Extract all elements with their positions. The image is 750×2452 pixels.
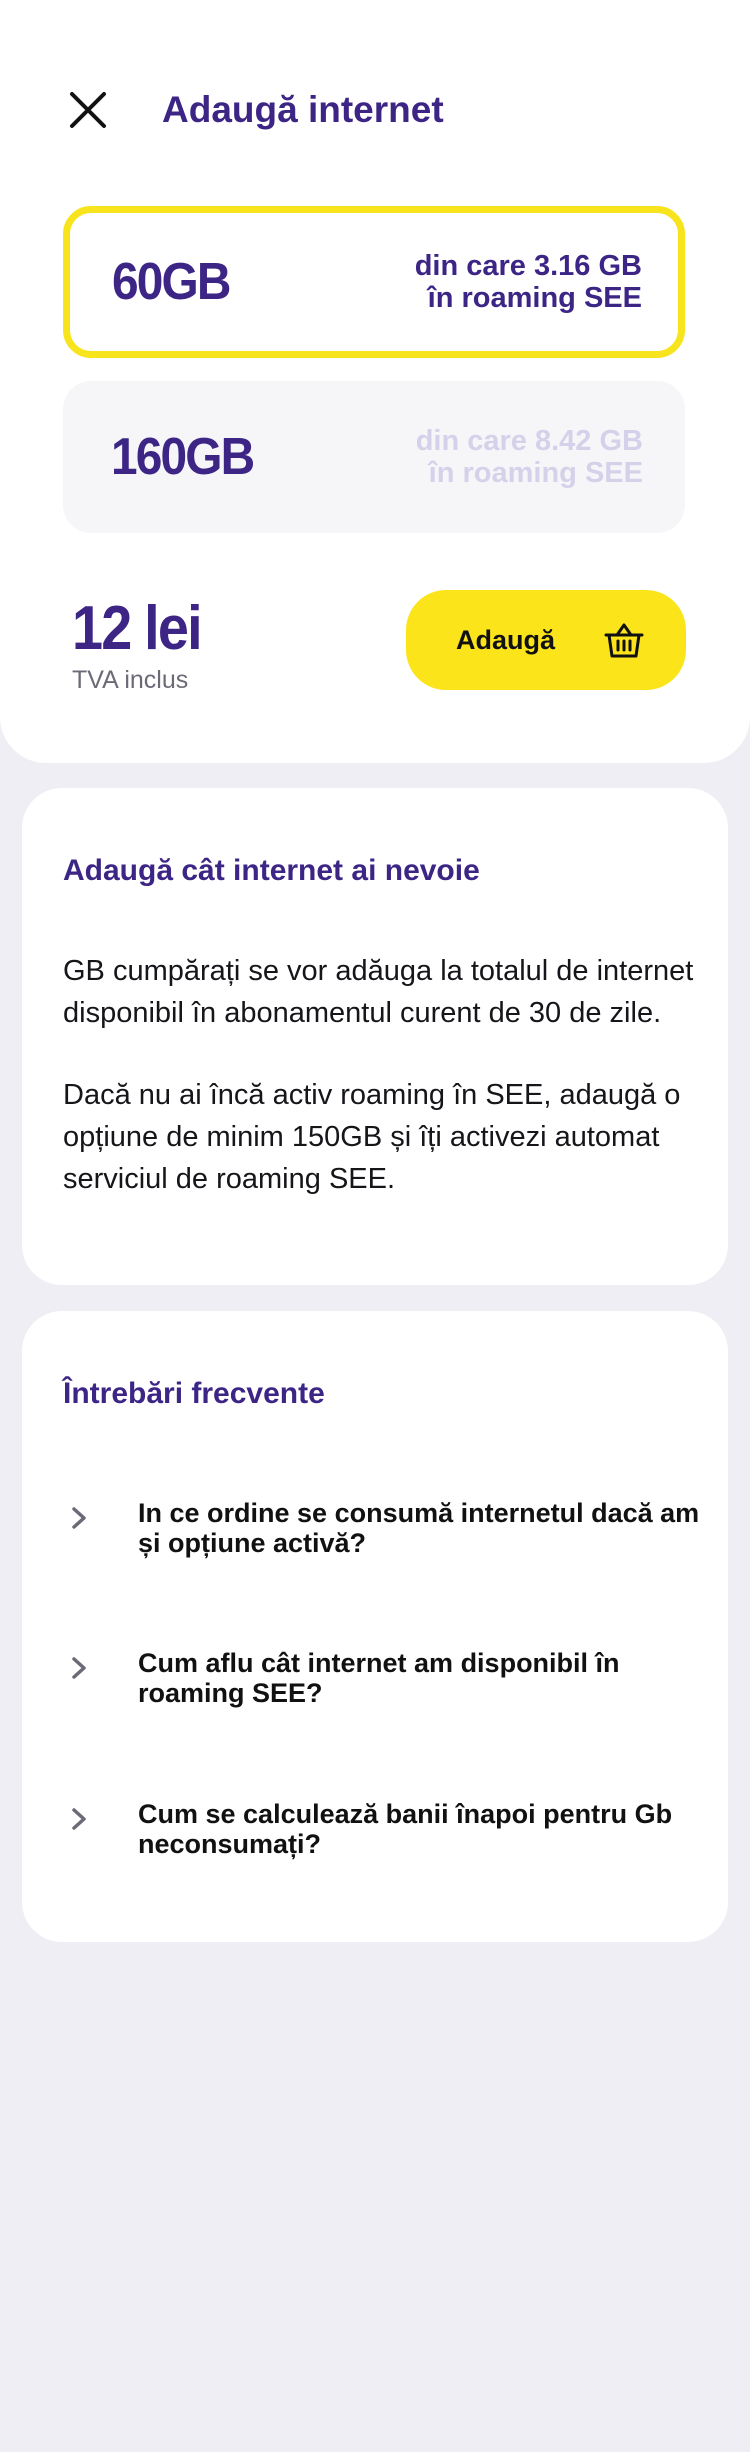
faq-question: Cum aflu cât internet am disponibil în roaming SEE? — [138, 1648, 620, 1708]
top-card — [0, 0, 750, 763]
add-button-label: Adaugă — [456, 624, 556, 655]
plan-roaming-detail — [416, 425, 643, 489]
plan-detail-line: din care 3.16 GB — [414, 250, 642, 282]
plan-option-160gb[interactable] — [63, 381, 685, 533]
vat-note: TVA inclus — [72, 666, 189, 694]
plan-roaming-detail — [415, 250, 642, 314]
price-amount: 12 lei — [72, 594, 201, 663]
add-button[interactable] — [406, 590, 686, 690]
faq-title: Întrebări frecvente — [63, 1377, 325, 1410]
plan-detail-line: în roaming SEE — [428, 457, 643, 489]
basket-icon — [602, 618, 646, 662]
faq-item[interactable] — [68, 1498, 708, 1558]
faq-item[interactable] — [68, 1648, 708, 1708]
info-paragraph: Dacă nu ai încă activ roaming în SEE, adaugă o opțiune de minim 150GB și îți activezi automat serviciul de roaming SEE. — [63, 1079, 681, 1195]
info-paragraph: GB cumpărați se vor adăuga la totalul de internet disponibil în abonamentul curent de 30 de zile. — [63, 955, 694, 1029]
plan-size: 160GB — [111, 428, 254, 486]
close-icon — [68, 90, 108, 130]
faq-question: Cum se calculează banii înapoi pentru Gb neconsumați? — [138, 1799, 673, 1859]
plan-detail-line: din care 8.42 GB — [415, 425, 643, 457]
close-button[interactable] — [60, 82, 116, 138]
faq-item[interactable] — [68, 1799, 708, 1859]
plan-detail-line: în roaming SEE — [427, 282, 642, 314]
faq-question: In ce ordine se consumă internetul dacă am și opțiune activă? — [138, 1498, 700, 1558]
chevron-right-icon — [68, 1807, 90, 1831]
plan-size: 60GB — [112, 253, 230, 311]
chevron-right-icon — [68, 1656, 90, 1680]
info-title: Adaugă cât internet ai nevoie — [63, 854, 480, 887]
chevron-right-icon — [68, 1506, 90, 1530]
page-title: Adaugă internet — [162, 89, 444, 130]
plan-option-60gb[interactable] — [63, 206, 685, 358]
